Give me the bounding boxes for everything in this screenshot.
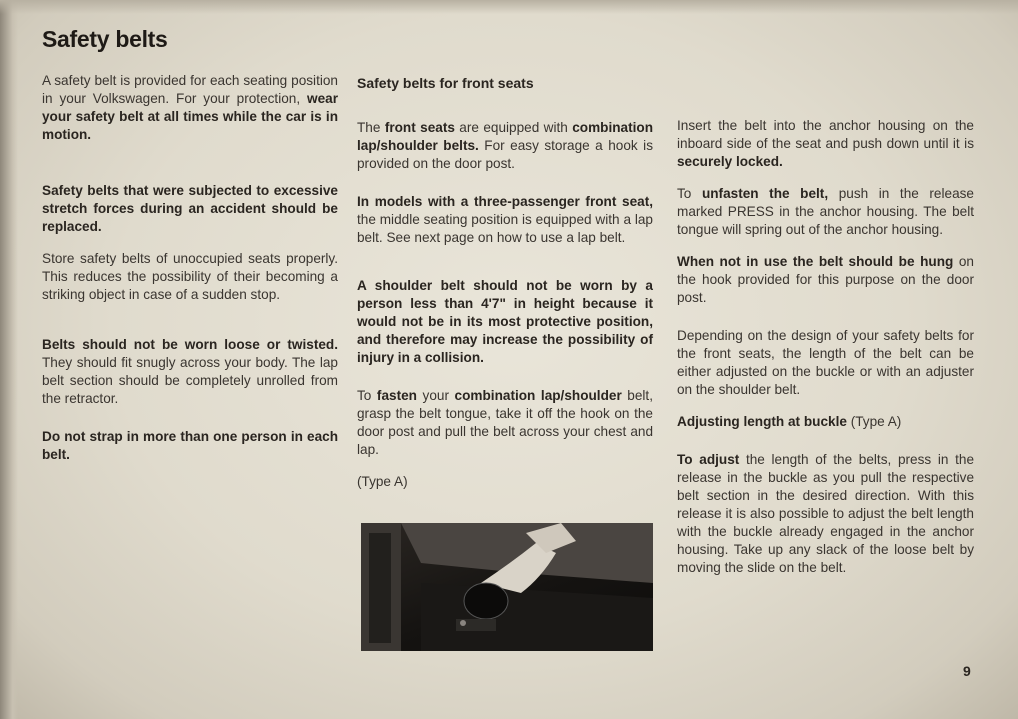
fit-emphasis: Belts should not be worn loose or twisted.	[42, 337, 338, 352]
height-warning-text: A shoulder belt should not be worn by a person less than 4'7" in height because it would not be in its most protective position, and therefore may increase the possibility of injury in a collision.	[357, 278, 653, 365]
buckle	[464, 583, 508, 619]
door-trim	[369, 533, 391, 643]
column-3	[677, 117, 974, 597]
emphasis: front seats	[384, 120, 455, 135]
page-title: Safety belts	[42, 26, 168, 52]
book-spine-shadow	[0, 0, 18, 719]
photo-caption: (Type A)	[357, 474, 408, 489]
text: are equipped with	[454, 120, 573, 135]
unfasten-paragraph	[677, 185, 974, 239]
intro-text: A safety belt is provided for each seating position in your Volkswagen. For your protection,	[42, 73, 338, 106]
front-seats-paragraph	[357, 119, 653, 173]
text: your	[416, 388, 455, 403]
replace-warning-text: Safety belts that were subjected to excessive stretch forces during an accident should be replaced.	[42, 183, 338, 234]
emphasis: When not in use the belt should be hung	[677, 254, 954, 269]
three-passenger-paragraph	[357, 193, 653, 247]
height-warning	[357, 277, 653, 367]
text: To	[677, 186, 702, 201]
buckle-subheading	[677, 413, 974, 431]
one-person-warning	[42, 428, 338, 464]
replace-warning	[42, 182, 338, 236]
text: Insert the belt into the anchor housing on the inboard side of the seat and push down until it is	[677, 118, 974, 151]
storage-paragraph: Store safety belts of unoccupied seats properly. This reduces the possibility of their becoming a striking object in case of a sudden stop.	[42, 251, 338, 302]
column-2	[357, 74, 653, 511]
belt-photo	[361, 523, 653, 651]
top-edge-shadow	[0, 0, 1018, 14]
text: the length of the belts, press in the release in the buckle as you pull the respective belt section in the desired direction. With this release it is also possible to adjust the belt length with the buckle already engaged in the anchor housing. Take up any slack of the loose belt by moving the slide on the belt.	[677, 452, 975, 575]
page-number: 9	[963, 663, 971, 679]
text: The	[357, 120, 385, 135]
emphasis: unfasten the belt,	[701, 186, 829, 201]
emphasis: securely locked.	[677, 154, 783, 169]
fit-paragraph	[42, 336, 338, 408]
text: the middle seating position is equipped with a lap belt. See next page on how to use a lap belt.	[357, 212, 653, 245]
section-heading: Safety belts for front seats	[357, 75, 534, 91]
hook-paragraph	[677, 253, 974, 307]
fasten-paragraph	[357, 387, 653, 459]
column-1	[42, 72, 338, 484]
text: For easy storage a hook is provided on the door post.	[357, 138, 653, 171]
belt-photo-illustration	[361, 523, 653, 651]
text: To	[357, 388, 377, 403]
one-person-text: Do not strap in more than one person in each belt.	[42, 429, 338, 462]
emphasis: In models with a three-passenger front seat,	[357, 194, 653, 209]
bolt	[460, 620, 466, 626]
emphasis: To adjust	[677, 452, 740, 467]
text: on the hook provided for this purpose on the door post.	[677, 254, 974, 305]
seat-cushion	[421, 583, 653, 651]
intro-emphasis: wear your safety belt at all times while the car is in motion.	[42, 91, 338, 142]
insert-paragraph	[677, 117, 974, 171]
adjust-paragraph	[677, 451, 974, 577]
intro-paragraph	[42, 72, 338, 144]
emphasis: combination lap/shoulder belts.	[357, 120, 654, 153]
design-paragraph: Depending on the design of your safety belts for the front seats, the length of the belt can be either adjusted on the buckle or with an adjuster on the shoulder belt.	[677, 328, 974, 397]
text: belt, grasp the belt tongue, take it off the hook on the door post and pull the belt across your chest and lap.	[357, 388, 653, 457]
emphasis: Adjusting length at buckle	[677, 414, 847, 429]
text: (Type A)	[846, 414, 902, 429]
text: push in the release marked PRESS in the anchor housing. The belt tongue will spring out of the anchor housing.	[677, 186, 974, 237]
emphasis: fasten	[376, 388, 417, 403]
fit-text: They should fit snugly across your body. The lap belt section should be completely unrolled from the retractor.	[42, 355, 338, 406]
emphasis: combination lap/shoulder	[454, 388, 622, 403]
